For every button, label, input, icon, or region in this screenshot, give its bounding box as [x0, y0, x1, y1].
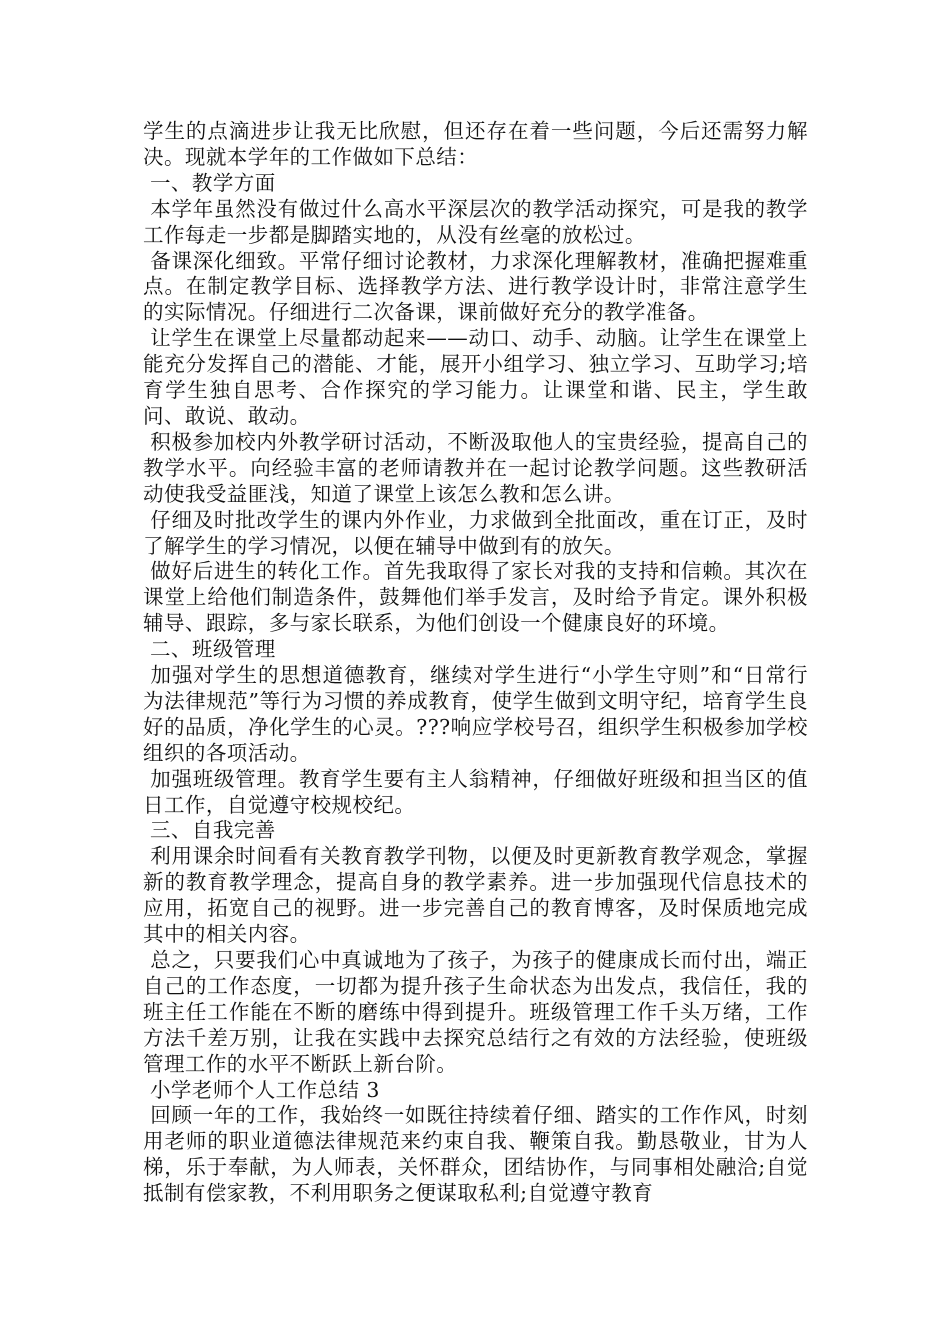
teaching-research-paragraph: 积极参加校内外教学研讨活动，不断汲取他人的宝贵经验，提高自己的教学水平。向经验丰富的老师请教并在一起讨论教学问题。这些教研活动使我受益匪浅，知道了课堂上该怎么教和怎么讲。	[143, 429, 808, 506]
self-improvement-paragraph: 利用课余时间看有关教育教学刊物，以便及时更新教育教学观念，掌握新的教育教学理念，提高自身的教学素养。进一步加强现代信息技术的应用，拓宽自己的视野。进一步完善自己的教育博客，及时保质地完成其中的相关内容。	[143, 844, 808, 947]
summary-3-title: 小学老师个人工作总结 3	[143, 1077, 380, 1102]
conclusion-paragraph: 总之，只要我们心中真诚地为了孩子，为孩子的健康成长而付出，端正自己的工作态度，一切都为提升孩子生命状态为出发点，我信任，我的班主任工作能在不断的磨练中得到提升。班级管理工作千头万绪，工作方法千差万别，让我在实践中去探究总结行之有效的方法经验，使班级管理工作的水平不断跃上新台阶。	[143, 948, 808, 1076]
section-heading-teaching: 一、教学方面	[143, 170, 276, 195]
classroom-engagement-paragraph: 让学生在课堂上尽量都动起来——动口、动手、动脑。让学生在课堂上能充分发挥自己的潜能、才能，展开小组学习、独立学习、互助学习;培育学生独自思考、合作探究的学习能力。让课堂和谐、民主，学生敢问、敢说、敢动。	[143, 326, 809, 428]
teaching-overview-paragraph: 本学年虽然没有做过什么高水平深层次的教学活动探究，可是我的教学工作每走一步都是脚踏实地的，从没有丝毫的放松过。	[143, 196, 808, 247]
lesson-preparation-paragraph: 备课深化细致。平常仔细讨论教材，力求深化理解教材，准确把握难重点。在制定教学目标、选择教学方法、进行教学设计时，非常注意学生的实际情况。仔细进行二次备课，课前做好充分的教学准备。	[143, 248, 808, 325]
summary-3-opening-paragraph: 回顾一年的工作，我始终一如既往持续着仔细、踏实的工作作风，时刻用老师的职业道德法律规范来约束自我、鞭策自我。勤恳敬业，甘为人梯，乐于奉献，为人师表，关怀群众，团结协作，与同事相处融洽;自觉抵制有偿家教，不利用职务之便谋取私利;自觉遵守教育	[143, 1103, 808, 1206]
homework-grading-paragraph: 仔细及时批改学生的课内外作业，力求做到全批面改，重在订正，及时了解学生的学习情况，以便在辅导中做到有的放矢。	[143, 507, 808, 558]
struggling-students-paragraph: 做好后进生的转化工作。首先我取得了家长对我的支持和信赖。其次在课堂上给他们制造条件，鼓舞他们举手发言，及时给予肯定。课外积极辅导、跟踪，多与家长联系，为他们创设一个健康良好的环境。	[143, 559, 808, 636]
section-heading-self-improvement: 三、自我完善	[143, 818, 276, 843]
intro-paragraph: 学生的点滴进步让我无比欣慰，但还存在着一些问题，今后还需努力解决。现就本学年的工作做如下总结：	[143, 119, 808, 169]
document-body	[143, 119, 808, 1207]
moral-education-paragraph: 加强对学生的思想道德教育，继续对学生进行“小学生守则”和“日常行为法律规范”等行为习惯的养成教育，使学生做到文明守纪，培育学生良好的品质，净化学生的心灵。???响应学校号召，组织学生积极参加学校组织的各项活动。	[143, 663, 809, 765]
class-management-paragraph: 加强班级管理。教育学生要有主人翁精神，仔细做好班级和担当区的值日工作，自觉遵守校规校纪。	[143, 766, 808, 817]
section-heading-class-management: 二、班级管理	[143, 637, 276, 662]
